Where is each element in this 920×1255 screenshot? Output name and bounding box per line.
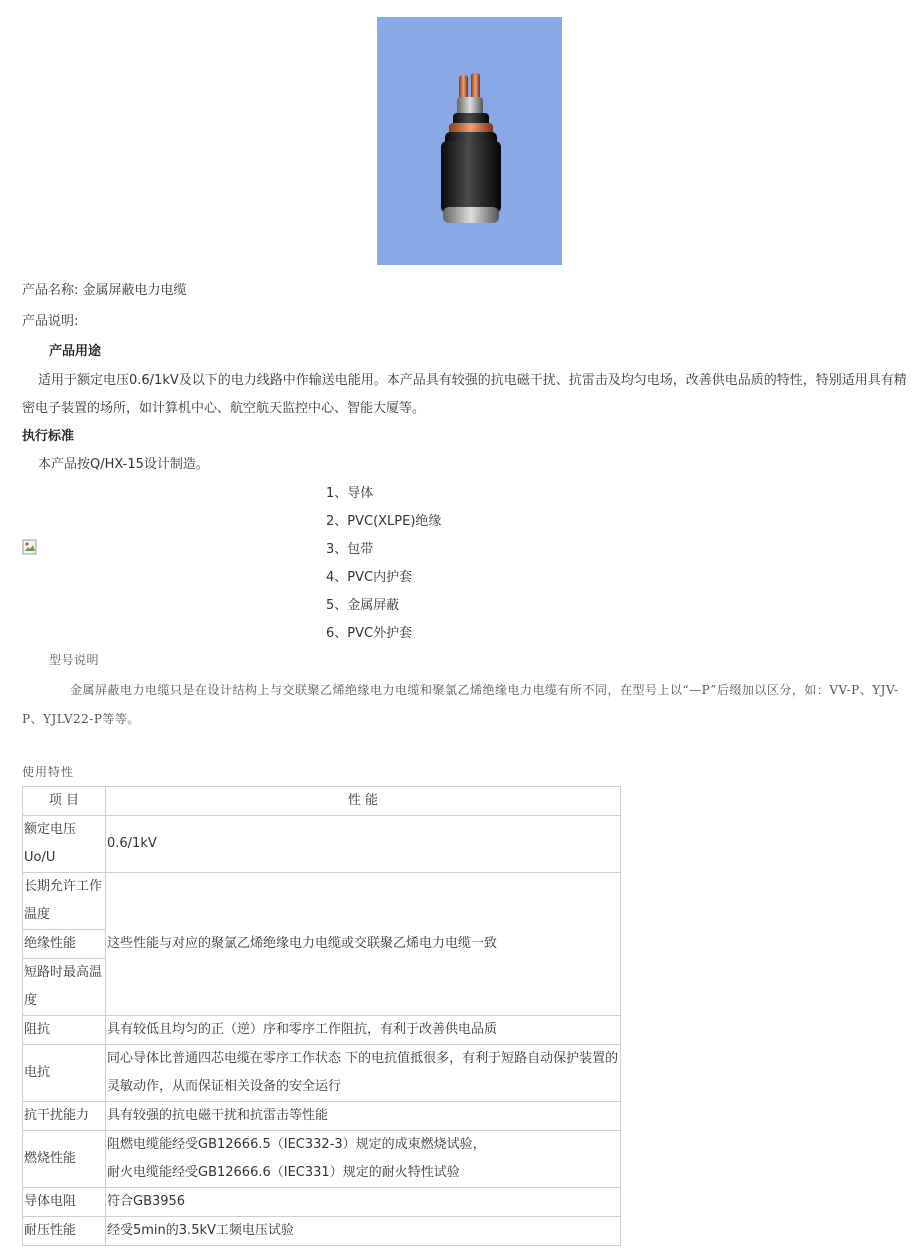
- table-row: [23, 873, 621, 930]
- structure-part: 4、PVC内护套: [326, 570, 413, 585]
- table-row: [23, 787, 621, 816]
- table-row: [23, 1016, 621, 1045]
- structure-part: 6、PVC外护套: [326, 626, 413, 641]
- row-item: 电抗: [23, 1045, 106, 1102]
- usage-heading: 产品用途: [49, 344, 102, 359]
- structure-part: 1、导体: [326, 486, 374, 501]
- model-text: 金属屏蔽电力电缆只是在设计结构上与交联聚乙烯绝缘电力电缆和聚氯乙烯绝缘电力电缆有所不同，在型号上以“—P”后缀加以区分，如：VV-P、YJV-P、YJLV22-P等等。: [22, 683, 899, 726]
- burning-value-line: 阻燃电缆能经受GB12666.5（IEC332-3）规定的成束燃烧试验，: [107, 1137, 486, 1152]
- row-value: [106, 1131, 621, 1188]
- row-value: 具有较强的抗电磁干扰和抗雷击等性能: [106, 1102, 621, 1131]
- row-value: 这些性能与对应的聚氯乙烯绝缘电力电缆或交联聚乙烯电力电缆一致: [106, 873, 621, 1016]
- table-row: [23, 1188, 621, 1217]
- row-item: 燃烧性能: [23, 1131, 106, 1188]
- table-row: [23, 1131, 621, 1188]
- row-item: 抗干扰能力: [23, 1102, 106, 1131]
- row-item: 绝缘性能: [23, 930, 106, 959]
- row-item: 额定电压Uo/U: [23, 816, 106, 873]
- row-value: 经受5min的3.5kV工频电压试验: [106, 1217, 621, 1246]
- cable-illustration: [377, 17, 562, 265]
- row-value: 同心导体比普通四芯电缆在零序工作状态 下的电抗值抵很多，有利于短路自动保护装置的灵敏动作，从而保证相关设备的安全运行: [106, 1045, 621, 1102]
- model-heading: 型号说明: [49, 653, 100, 667]
- product-name: 产品名称: 金属屏蔽电力电缆: [22, 283, 187, 298]
- table-row: [23, 1217, 621, 1246]
- structure-part: 5、金属屏蔽: [326, 598, 400, 613]
- standard-text: 本产品按Q/HX-15设计制造。: [38, 457, 209, 472]
- product-description-label: 产品说明:: [22, 314, 79, 329]
- header-performance: 性 能: [106, 787, 621, 816]
- usage-text: 适用于额定电压0.6/1kV及以下的电力线路中作输送电能用。本产品具有较强的抗电磁干扰、抗雷击及均匀电场，改善供电品质的特性，特别适用具有精密电子装置的场所，如计算机中心、航空航天监控中心、智能大厦等。: [22, 373, 907, 416]
- row-item: 长期允许工作温度: [23, 873, 106, 930]
- spec-caption: 使用特性: [22, 765, 75, 779]
- row-item: 阻抗: [23, 1016, 106, 1045]
- structure-part: 2、PVC(XLPE)绝缘: [326, 514, 442, 529]
- spec-table: [22, 786, 621, 1246]
- table-row: [23, 1102, 621, 1131]
- row-item: 短路时最高温度: [23, 959, 106, 1016]
- standard-heading: 执行标准: [22, 429, 75, 444]
- row-value: 0.6/1kV: [106, 816, 621, 873]
- broken-image-icon: [22, 539, 38, 555]
- row-item: 导体电阻: [23, 1188, 106, 1217]
- table-row: [23, 1045, 621, 1102]
- structure-part: 3、包带: [326, 542, 374, 557]
- product-photo: [377, 17, 562, 265]
- structure-parts-list: [326, 480, 441, 648]
- table-row: [23, 816, 621, 873]
- burning-value-line: 耐火电缆能经受GB12666.6（IEC331）规定的耐火特性试验: [107, 1165, 460, 1180]
- header-item: 项 目: [23, 787, 106, 816]
- row-value: 具有较低且均匀的正（逆）序和零序工作阻抗，有利于改善供电品质: [106, 1016, 621, 1045]
- row-value: 符合GB3956: [106, 1188, 621, 1217]
- row-item: 耐压性能: [23, 1217, 106, 1246]
